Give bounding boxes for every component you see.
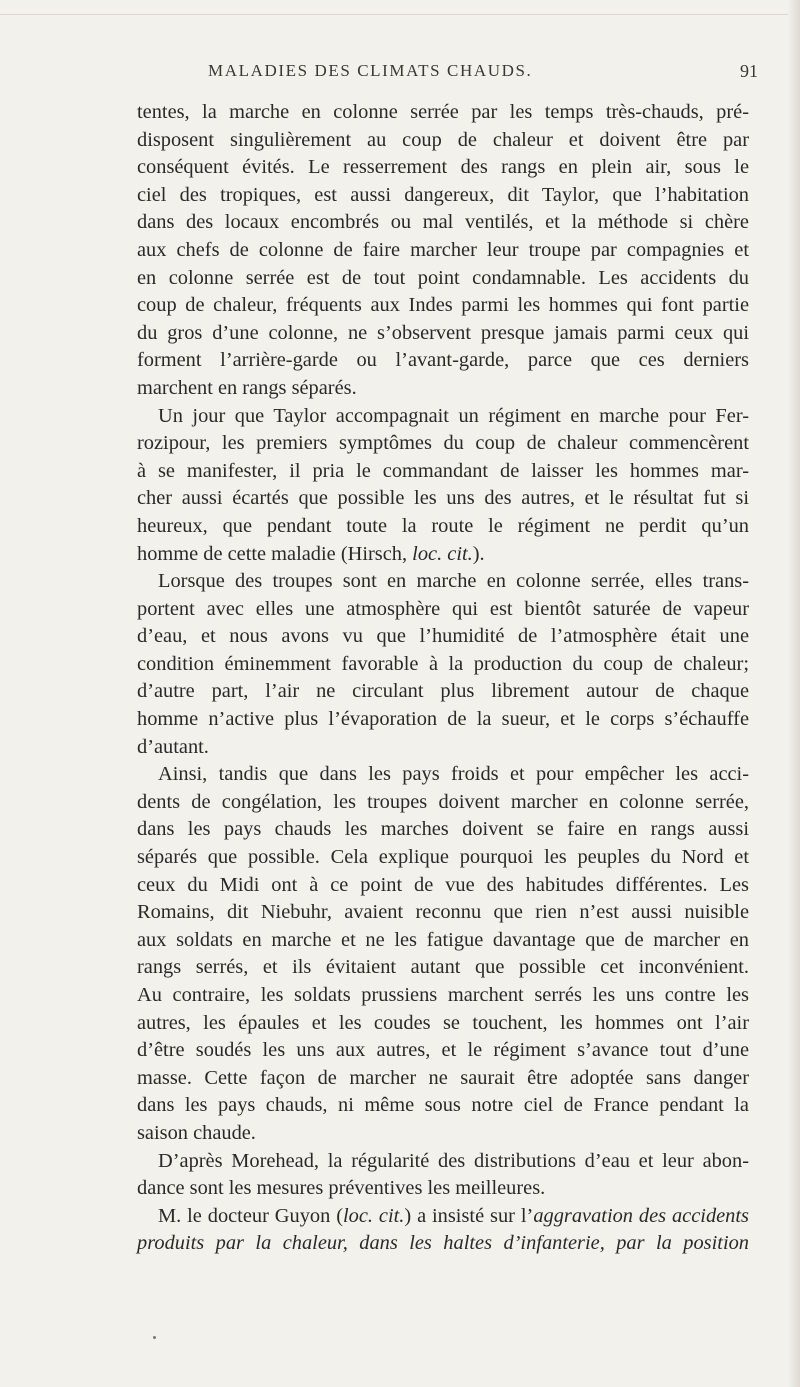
- text-line: homme n’active plus l’évaporation de la sueur, et le corps s’échauffe: [137, 708, 749, 731]
- text-line: dans les pays chauds les marches doivent se faire en rangs aussi: [137, 818, 749, 841]
- running-title: MALADIES DES CLIMATS CHAUDS.: [208, 61, 533, 80]
- page-number: 91: [740, 61, 758, 81]
- text-line: Au contraire, les soldats prussiens marchent serrés les uns contre les: [137, 984, 749, 1006]
- text-line: conséquent évités. Le resserrement des rangs en plein air, sous le: [137, 156, 749, 179]
- text-line: rangs serrés, et ils évitaient autant que possible cet inconvénient.: [137, 956, 749, 979]
- body-text: [137, 99, 749, 1258]
- text-line: en colonne serrée est de tout point condamnable. Les accidents du: [137, 266, 749, 289]
- paragraph-6: [137, 1203, 749, 1258]
- page-top-edge: [0, 0, 800, 15]
- text-line: Un jour que Taylor accompagnait un régiment en marche pour Fer-: [158, 404, 749, 427]
- citation-italic: loc. cit.: [412, 542, 473, 565]
- paragraph-1: [137, 99, 749, 403]
- text-line: aux chefs de colonne de faire marcher leur troupe par compagnies et: [137, 238, 749, 261]
- text-line: dans les pays chauds, ni même sous notre ciel de France pendant la: [137, 1094, 749, 1117]
- emphasis-italic: produits par la chaleur, dans les haltes d’infanterie, par la position: [137, 1232, 749, 1255]
- text-line: [137, 1230, 749, 1258]
- text-line: heureux, que pendant toute la route le régiment ne perdit qu’un: [137, 514, 749, 537]
- citation-italic: loc. cit.: [342, 1204, 405, 1227]
- text-run: ).: [472, 542, 485, 565]
- text-line: rozipour, les premiers symptômes du coup de chaleur commencèrent: [137, 432, 749, 455]
- paragraph-4: [137, 761, 749, 1147]
- page-right-edge: [788, 0, 800, 1387]
- text-line: cher aussi écartés que possible les uns des autres, et le résultat fut si: [137, 487, 749, 510]
- text-line: autres, les épaules et les coudes se touchent, les hommes ont l’air: [137, 1011, 749, 1034]
- text-line: marchent en rangs séparés.: [137, 376, 357, 399]
- text-line: Lorsque des troupes sont en marche en colonne serrée, elles trans-: [158, 570, 749, 593]
- text-line: [137, 541, 749, 569]
- text-line: aux soldats en marche et ne les fatigue davantage que de marcher en: [137, 928, 749, 951]
- text-line: coup de chaleur, fréquents aux Indes parmi les hommes qui font partie: [137, 294, 749, 317]
- text-line: [137, 1203, 749, 1231]
- text-line: portent avec elles une atmosphère qui est bientôt saturée de vapeur: [137, 597, 749, 620]
- text-line: ciel des tropiques, est aussi dangereux, dit Taylor, que l’habitation: [137, 183, 749, 206]
- text-line: saison chaude.: [137, 1121, 256, 1144]
- text-line: ceux du Midi ont à ce point de vue des habitudes différentes. Les: [137, 873, 749, 896]
- text-line: du gros d’une colonne, ne s’observent presque jamais parmi ceux qui: [137, 321, 749, 344]
- text-line: Ainsi, tandis que dans les pays froids et pour empêcher les acci-: [158, 763, 749, 786]
- paragraph-5: [137, 1148, 749, 1203]
- text-line: Romains, dit Niebuhr, avaient reconnu que rien n’est aussi nuisible: [137, 901, 749, 924]
- text-line: d’autant.: [137, 735, 209, 758]
- paragraph-3: [137, 568, 749, 761]
- text-line: à se manifester, il pria le commandant de laisser les hommes mar-: [137, 459, 749, 482]
- emphasis-italic: aggravation des accidents: [533, 1204, 749, 1227]
- text-line: séparés que possible. Cela explique pourquoi les peuples du Nord et: [137, 846, 749, 869]
- text-line: masse. Cette façon de marcher ne saurait être adoptée sans danger: [137, 1066, 749, 1089]
- text-line: d’autre part, l’air ne circulant plus librement autour de chaque: [137, 680, 749, 703]
- text-line: dance sont les mesures préventives les meilleures.: [137, 1177, 546, 1200]
- text-line: forment l’arrière-garde ou l’avant-garde, parce que ces derniers: [137, 349, 749, 372]
- text-line: D’après Morehead, la régularité des distributions d’eau et leur abon-: [158, 1149, 749, 1172]
- paragraph-2: [137, 403, 749, 569]
- text-line: dents de congélation, les troupes doivent marcher en colonne serrée,: [137, 790, 749, 813]
- text-line: dans des locaux encombrés ou mal ventilés, et la méthode si chère: [137, 211, 749, 234]
- text-line: d’être soudés les uns aux autres, et le régiment s’avance tout d’une: [137, 1039, 749, 1062]
- text-line: condition éminemment favorable à la production du coup de chaleur;: [137, 652, 749, 675]
- text-line: tentes, la marche en colonne serrée par les temps très-chauds, pré-: [137, 101, 749, 123]
- text-run: M. le docteur Guyon (: [158, 1204, 343, 1227]
- text-run: ) a insisté sur l’: [404, 1204, 534, 1227]
- paper-speck: [153, 1336, 156, 1339]
- text-line: disposent singulièrement au coup de chaleur et doivent être par: [137, 128, 749, 151]
- running-head: [150, 61, 790, 87]
- text-line: d’eau, et nous avons vu que l’humidité de l’atmosphère était une: [137, 625, 749, 648]
- text-run: homme de cette maladie (Hirsch,: [137, 542, 413, 565]
